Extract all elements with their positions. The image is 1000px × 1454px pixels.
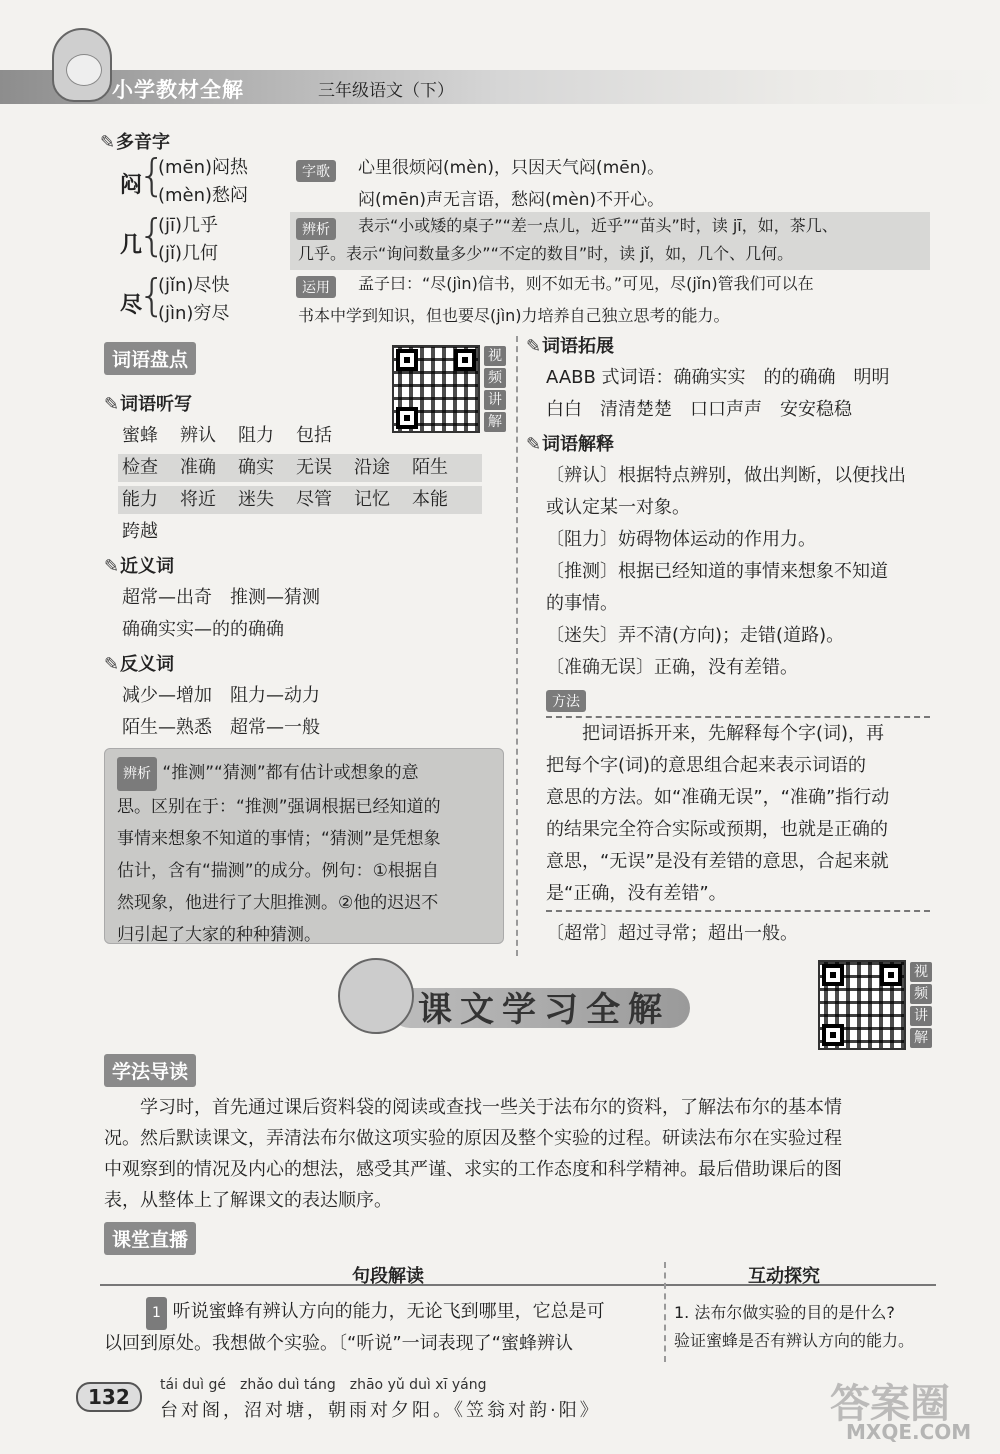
explanation-row: 或认定某一对象。 (546, 497, 690, 518)
brace-icon: { (138, 150, 166, 201)
left-column-head: 句段解读 (352, 1266, 424, 1287)
page-number: 132 (76, 1382, 142, 1412)
antonyms-heading: ✎反义词 (104, 654, 174, 675)
tag-label: 辨析 (117, 757, 157, 791)
poly-explanation: 表示“小或矮的桌子”“差一点儿，近乎”“苗头”时，读 jī，如，茶几、 (358, 216, 838, 235)
method-tag: 方法 (546, 690, 586, 712)
series-title: 小学教材全解 (112, 78, 244, 102)
poly-reading: (jǐn)尽快 (158, 275, 230, 296)
explanation-row: 〔迷失〕弄不清(方向)；走错(道路)。 (546, 625, 845, 646)
vocab-box-title: 词语盘点 (104, 342, 196, 375)
answer-text: 验证蜜蜂是否有辨认方向的能力。 (674, 1331, 915, 1350)
poly-char: 几 (120, 233, 143, 258)
explanation-row: 〔推测〕根据已经知道的事情来想象不知道 (546, 561, 888, 582)
poly-char: 闷 (120, 173, 143, 198)
poly-explanation: 孟子曰：“尽(jìn)信书，则不如无书。”可见，尽(jǐn)管我们可以在 (358, 274, 814, 293)
synonyms-heading: ✎近义词 (104, 556, 174, 577)
study-guide-line: 中观察到的情况及内心的想法，感受其严谨、求实的工作态度和科学精神。最后借助课后的图 (104, 1159, 842, 1180)
reading-line: 以回到原处。我想做个实验。〔“听说”一词表现了“蜜蜂辨认 (104, 1333, 573, 1354)
banner-title: 课文学习全解 (418, 990, 670, 1030)
dictation-row: 跨越 (122, 521, 158, 542)
watermark-logo: 答案圈 (830, 1381, 950, 1427)
dictation-row: 蜜蜂 辨认 阻力 包括 (122, 425, 332, 446)
poly-reading: (mēn)闷热 (158, 157, 249, 178)
poly-reading: (jìn)穷尽 (158, 303, 230, 324)
explanation-row: 〔阻力〕妨碍物体运动的作用力。 (546, 529, 816, 550)
synonym-row: 确确实实—的的确确 (122, 619, 284, 640)
brace-icon: { (138, 270, 166, 321)
footer-verse: 台对阁，沼对塘，朝雨对夕阳。《笠翁对韵·阳》 (160, 1400, 601, 1421)
antonym-row: 减少—增加 阻力—动力 (122, 685, 320, 706)
dictation-row: 能力 将近 迷失 尽管 记忆 本能 (122, 489, 448, 510)
tag-label: 运用 (296, 276, 336, 298)
tag-label: 辨析 (296, 218, 336, 240)
right-column-head: 互动探究 (748, 1266, 820, 1287)
poly-explanation: 闷(mēn)声无言语，愁闷(mèn)不开心。 (358, 190, 665, 210)
explanation-row: 〔超常〕超过寻常；超出一般。 (546, 923, 798, 944)
study-guide-line: 况。然后默读课文，弄清法布尔做这项实验的原因及整个实验的过程。研读法布尔在实验过程 (104, 1128, 842, 1149)
pen-icon: ✎ (526, 434, 542, 455)
footer-pinyin: tái duì gé zhǎo duì táng zhāo yǔ duì xī yáng (160, 1377, 487, 1393)
poly-explanation: 书本中学到知识，但也要尽(jìn)力培养自己独立思考的能力。 (298, 306, 730, 325)
para-number: 1 (146, 1297, 167, 1330)
pen-icon: ✎ (100, 132, 116, 153)
poly-reading: (jī)几乎 (158, 215, 219, 236)
reading-line: 1 听说蜜蜂有辨认方向的能力，无论飞到哪里，它总是可 (146, 1296, 605, 1330)
poly-reading: (jǐ)几何 (158, 243, 219, 264)
classroom-title: 课堂直播 (104, 1222, 196, 1255)
dictation-heading: ✎词语听写 (104, 394, 192, 415)
study-guide-line: 学习时，首先通过课后资料袋的阅读或查找一些关于法布尔的资料，了解法布尔的基本情 (104, 1097, 842, 1118)
poly-explanation: 心里很烦闷(mèn)，只因天气闷(mēn)。 (358, 158, 665, 178)
pen-icon: ✎ (104, 654, 120, 675)
column-divider (516, 336, 518, 956)
poly-reading: (mèn)愁闷 (158, 185, 249, 206)
distinguish-note: 辨析 “推测”“猜测”都有估计或想象的意 思。区别在于：“推测”强调根据已经知道的 事情来想象不知道的事情；“猜测”是凭想象 估计，含有“揣测”的成分。例句：①根据自 然现象，他进行了大胆推测。②他的迟迟不 归引起了大家的种种猜测。 (104, 748, 504, 944)
explanation-row: 〔辨认〕根据特点辨别，做出判断，以便找出 (546, 465, 906, 486)
study-guide-title: 学法导读 (104, 1054, 196, 1087)
dictation-row: 检查 准确 确实 无误 沿途 陌生 (122, 457, 448, 478)
column-divider (664, 1262, 666, 1362)
qr-tag-column: 视 频 讲 解 (484, 346, 506, 432)
polyphonic-heading: ✎多音字 (100, 132, 170, 153)
qr-tag-column: 视 频 讲 解 (910, 962, 932, 1048)
qr-code-icon (818, 960, 906, 1050)
expansion-row: AABB 式词语：确确实实 的的确确 明明 (546, 367, 890, 388)
qr-code-icon (392, 345, 480, 433)
pen-icon: ✎ (104, 394, 120, 415)
pen-icon: ✎ (104, 556, 120, 577)
study-guide-line: 表，从整体上了解课文的表达顺序。 (104, 1190, 392, 1211)
watermark-url: MXQE.COM (846, 1420, 972, 1444)
mascot-icon (338, 958, 414, 1034)
expansion-row: 白白 清清楚楚 口口声声 安安稳稳 (546, 399, 852, 420)
poly-char: 尽 (120, 293, 143, 318)
brace-icon: { (138, 210, 166, 261)
antonym-row: 陌生—熟悉 超常—一般 (122, 717, 320, 738)
book-title: 三年级语文（下） (318, 81, 454, 101)
mascot-icon (52, 28, 112, 102)
poly-explanation: 几乎。表示“询问数量多少”“不定的数目”时，读 jǐ，如，几个、几何。 (298, 244, 794, 263)
method-box: 把词语拆开来，先解释每个字(词)，再 把每个字(词)的意思组合起来表示词语的 意思的方法。如“准确无误”，“准确”指行动 的结果完全符合实际或预期，也就是正确的 意思，“无误”是没有差错的意思，合起来就 是“正确，没有差错”。 (546, 716, 930, 912)
synonym-row: 超常—出奇 推测—猜测 (122, 587, 320, 608)
explanation-row: 〔准确无误〕正确，没有差错。 (546, 657, 798, 678)
explanation-heading: ✎词语解释 (526, 434, 614, 455)
expansion-heading: ✎词语拓展 (526, 336, 614, 357)
pen-icon: ✎ (526, 336, 542, 357)
explanation-row: 的事情。 (546, 593, 618, 614)
tag-label: 字歌 (296, 160, 336, 182)
question-text: 1. 法布尔做实验的目的是什么? (674, 1303, 895, 1322)
